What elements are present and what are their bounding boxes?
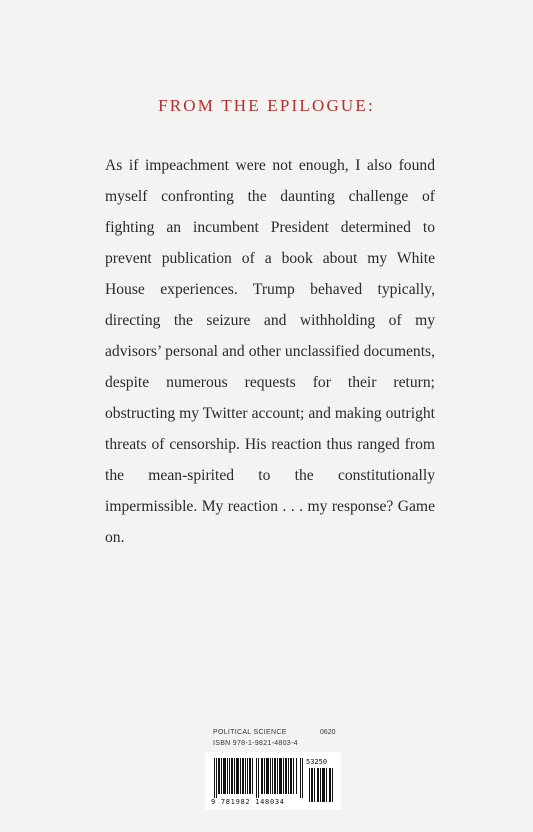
catalog-code: 0620 [320,729,336,736]
category-label: POLITICAL SCIENCE [213,729,287,736]
barcode-digits: 9 781982 148034 [211,798,285,806]
epilogue-excerpt: As if impeachment were not enough, I also found myself confronting the daunting challenge of fighting an incumbent President determined to prevent publication of a book about my White House experiences. Trump behaved typically, directing the seizure and withholding of my advisors’ personal and other unclassified documents, despite numerous requests for their return; obstructing my Twitter account; and making outright threats of censorship. His reaction thus ranged from the mean-spirited to the constitutionally impermissible. My reaction . . . my response? Game on. [105,157,435,546]
price-barcode-bars-icon [309,768,335,802]
price-code: 53250 [306,758,328,766]
barcode-bars-icon [214,758,304,798]
section-heading: FROM THE EPILOGUE: [158,96,375,115]
isbn-label: ISBN 978-1-9821-4803-4 [213,740,298,747]
